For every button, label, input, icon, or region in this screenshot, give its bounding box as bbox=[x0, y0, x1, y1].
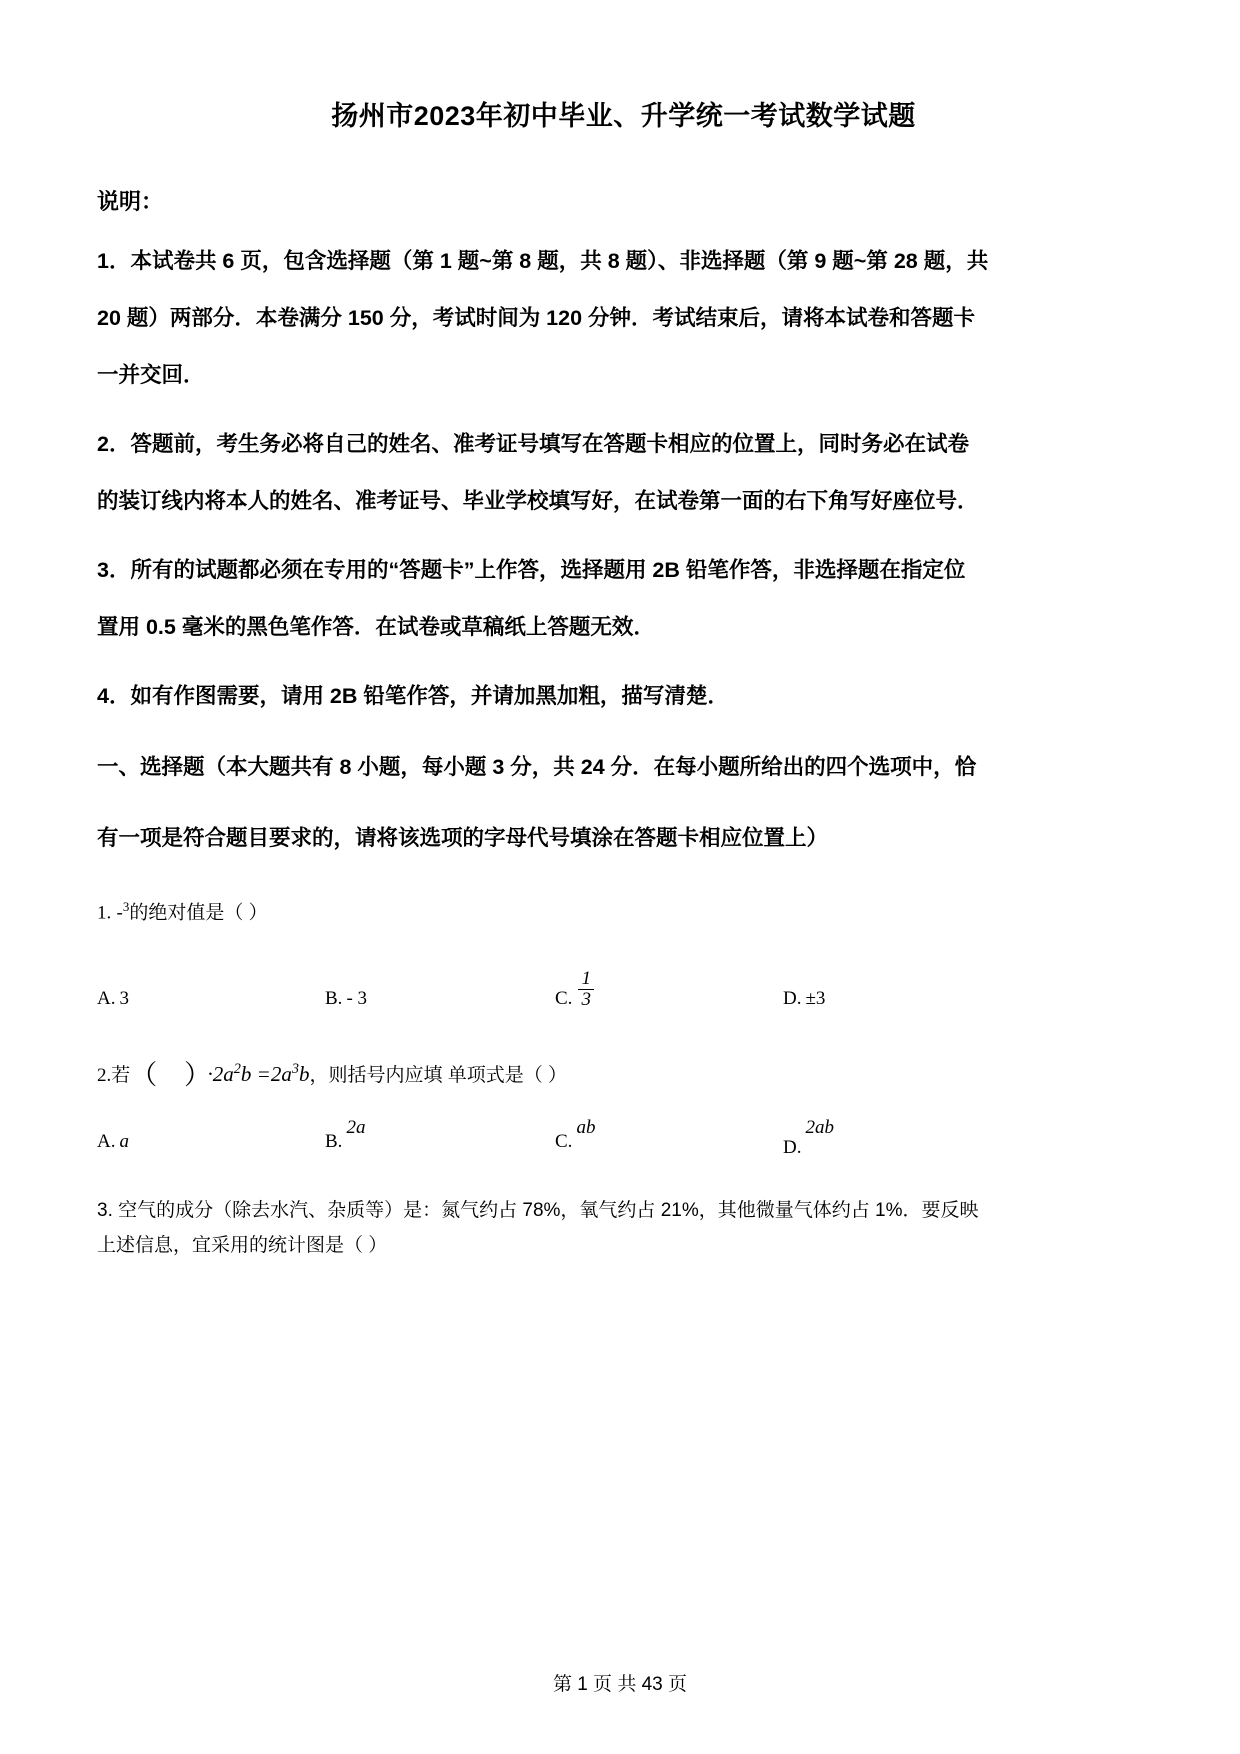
question-2-number: 2. bbox=[97, 1064, 112, 1086]
page-footer: 第 1 页 共 43 页 bbox=[552, 1674, 688, 1695]
question-2-stem-suffix: ，则括号内应填 单项式是（ ） bbox=[309, 1064, 568, 1086]
option-text: ab bbox=[576, 1116, 596, 1138]
page-content bbox=[97, 0, 1150, 1263]
question-1-option-a[interactable] bbox=[97, 969, 325, 1010]
option-letter: B. bbox=[325, 987, 343, 1009]
question-1-number: 1. bbox=[97, 902, 112, 924]
option-text: 2a bbox=[346, 1116, 366, 1138]
expr-exponent-2: 3 bbox=[291, 1060, 299, 1077]
option-text: - 3 bbox=[346, 987, 368, 1009]
page-title: 扬州市2023年初中毕业、升学统一考试数学试题 bbox=[331, 101, 916, 131]
option-letter: A. bbox=[97, 1130, 116, 1152]
option-letter: A. bbox=[97, 987, 116, 1009]
fraction-numerator: 1 bbox=[581, 967, 591, 989]
option-text: ±3 bbox=[805, 987, 826, 1009]
option-letter: C. bbox=[555, 1130, 573, 1152]
expr-part-2: b =2a bbox=[240, 1061, 292, 1086]
option-letter: C. bbox=[555, 987, 573, 1009]
question-2-blank-paren: （ ） bbox=[130, 1059, 208, 1090]
question-1 bbox=[97, 897, 1150, 929]
question-1-option-d[interactable] bbox=[783, 969, 983, 1010]
expr-part-3: b bbox=[298, 1061, 310, 1086]
option-text: 2ab bbox=[805, 1116, 834, 1138]
fraction-denominator: 3 bbox=[578, 989, 594, 1010]
expr-part-1: ·2a bbox=[207, 1061, 234, 1086]
question-2-option-b[interactable] bbox=[325, 1116, 555, 1153]
section-heading-line-2: 有一项是符合题目要求的，请将该选项的字母代号填涂在答题卡相应位置上） bbox=[97, 826, 829, 851]
instruction-line-1: 1．本试卷共 6 页，包含选择题（第 1 题~第 8 题，共 8 题）、非选择题（第 9 题~第 28 题，共 bbox=[97, 248, 989, 273]
fraction-one-third bbox=[578, 969, 594, 1010]
question-2-option-c[interactable] bbox=[555, 1116, 783, 1153]
option-text: a bbox=[119, 1130, 129, 1152]
option-text: 3 bbox=[119, 987, 129, 1009]
instruction-line-7: 置用 0.5 毫米的黑色笔作答．在试卷或草稿纸上答题无效． bbox=[97, 615, 655, 640]
instruction-line-2: 20 题）两部分．本卷满分 150 分，考试时间为 120 分钟．考试结束后，请将本试卷和答题卡 bbox=[97, 306, 976, 330]
instructions-label: 说明： bbox=[97, 189, 164, 215]
question-2-option-a[interactable] bbox=[97, 1131, 325, 1153]
instruction-line-3: 一并交回． bbox=[97, 363, 205, 388]
question-1-stem-suffix: 的绝对值是（ ） bbox=[129, 902, 268, 924]
question-2 bbox=[97, 1054, 1150, 1097]
expr-exponent-1: 2 bbox=[233, 1060, 241, 1077]
question-2-options bbox=[97, 1116, 1150, 1158]
question-2-expression bbox=[208, 1062, 310, 1086]
question-2-stem-prefix: 若 bbox=[111, 1064, 131, 1086]
instruction-line-6: 3．所有的试题都必须在专用的“答题卡”上作答，选择题用 2B 铅笔作答，非选择题在指定位 bbox=[97, 558, 966, 583]
question-1-option-b[interactable] bbox=[325, 969, 555, 1010]
instruction-line-5: 的装订线内将本人的姓名、准考证号、毕业学校填写好，在试卷第一面的右下角写好座位号． bbox=[97, 489, 979, 514]
option-letter: D. bbox=[783, 987, 802, 1009]
question-3 bbox=[97, 1193, 1150, 1263]
instruction-line-4: 2．答题前，考生务必将自己的姓名、准考证号填写在答题卡相应的位置上，同时务必在试卷 bbox=[97, 432, 969, 457]
question-1-math-value: 3 bbox=[122, 899, 130, 915]
question-2-option-d[interactable] bbox=[783, 1116, 983, 1158]
option-letter: B. bbox=[325, 1130, 343, 1152]
question-1-options bbox=[97, 969, 1150, 1010]
question-1-option-c[interactable] bbox=[555, 969, 783, 1010]
question-3-line-1: 3. 空气的成分（除去水汽、杂质等）是：氮气约占 78%，氧气约占 21%，其他微量气体约占 1%．要反映 bbox=[97, 1199, 979, 1221]
instruction-line-8: 4．如有作图需要，请用 2B 铅笔作答，并请加黑加粗，描写清楚． bbox=[97, 684, 729, 709]
option-letter: D. bbox=[783, 1136, 802, 1158]
section-heading-line-1: 一、选择题（本大题共有 8 小题，每小题 3 分，共 24 分．在每小题所给出的四个选项中，恰 bbox=[97, 755, 977, 780]
question-3-line-2: 上述信息，宜采用的统计图是（ ） bbox=[97, 1235, 388, 1257]
question-1-math-sign: - bbox=[116, 902, 123, 924]
